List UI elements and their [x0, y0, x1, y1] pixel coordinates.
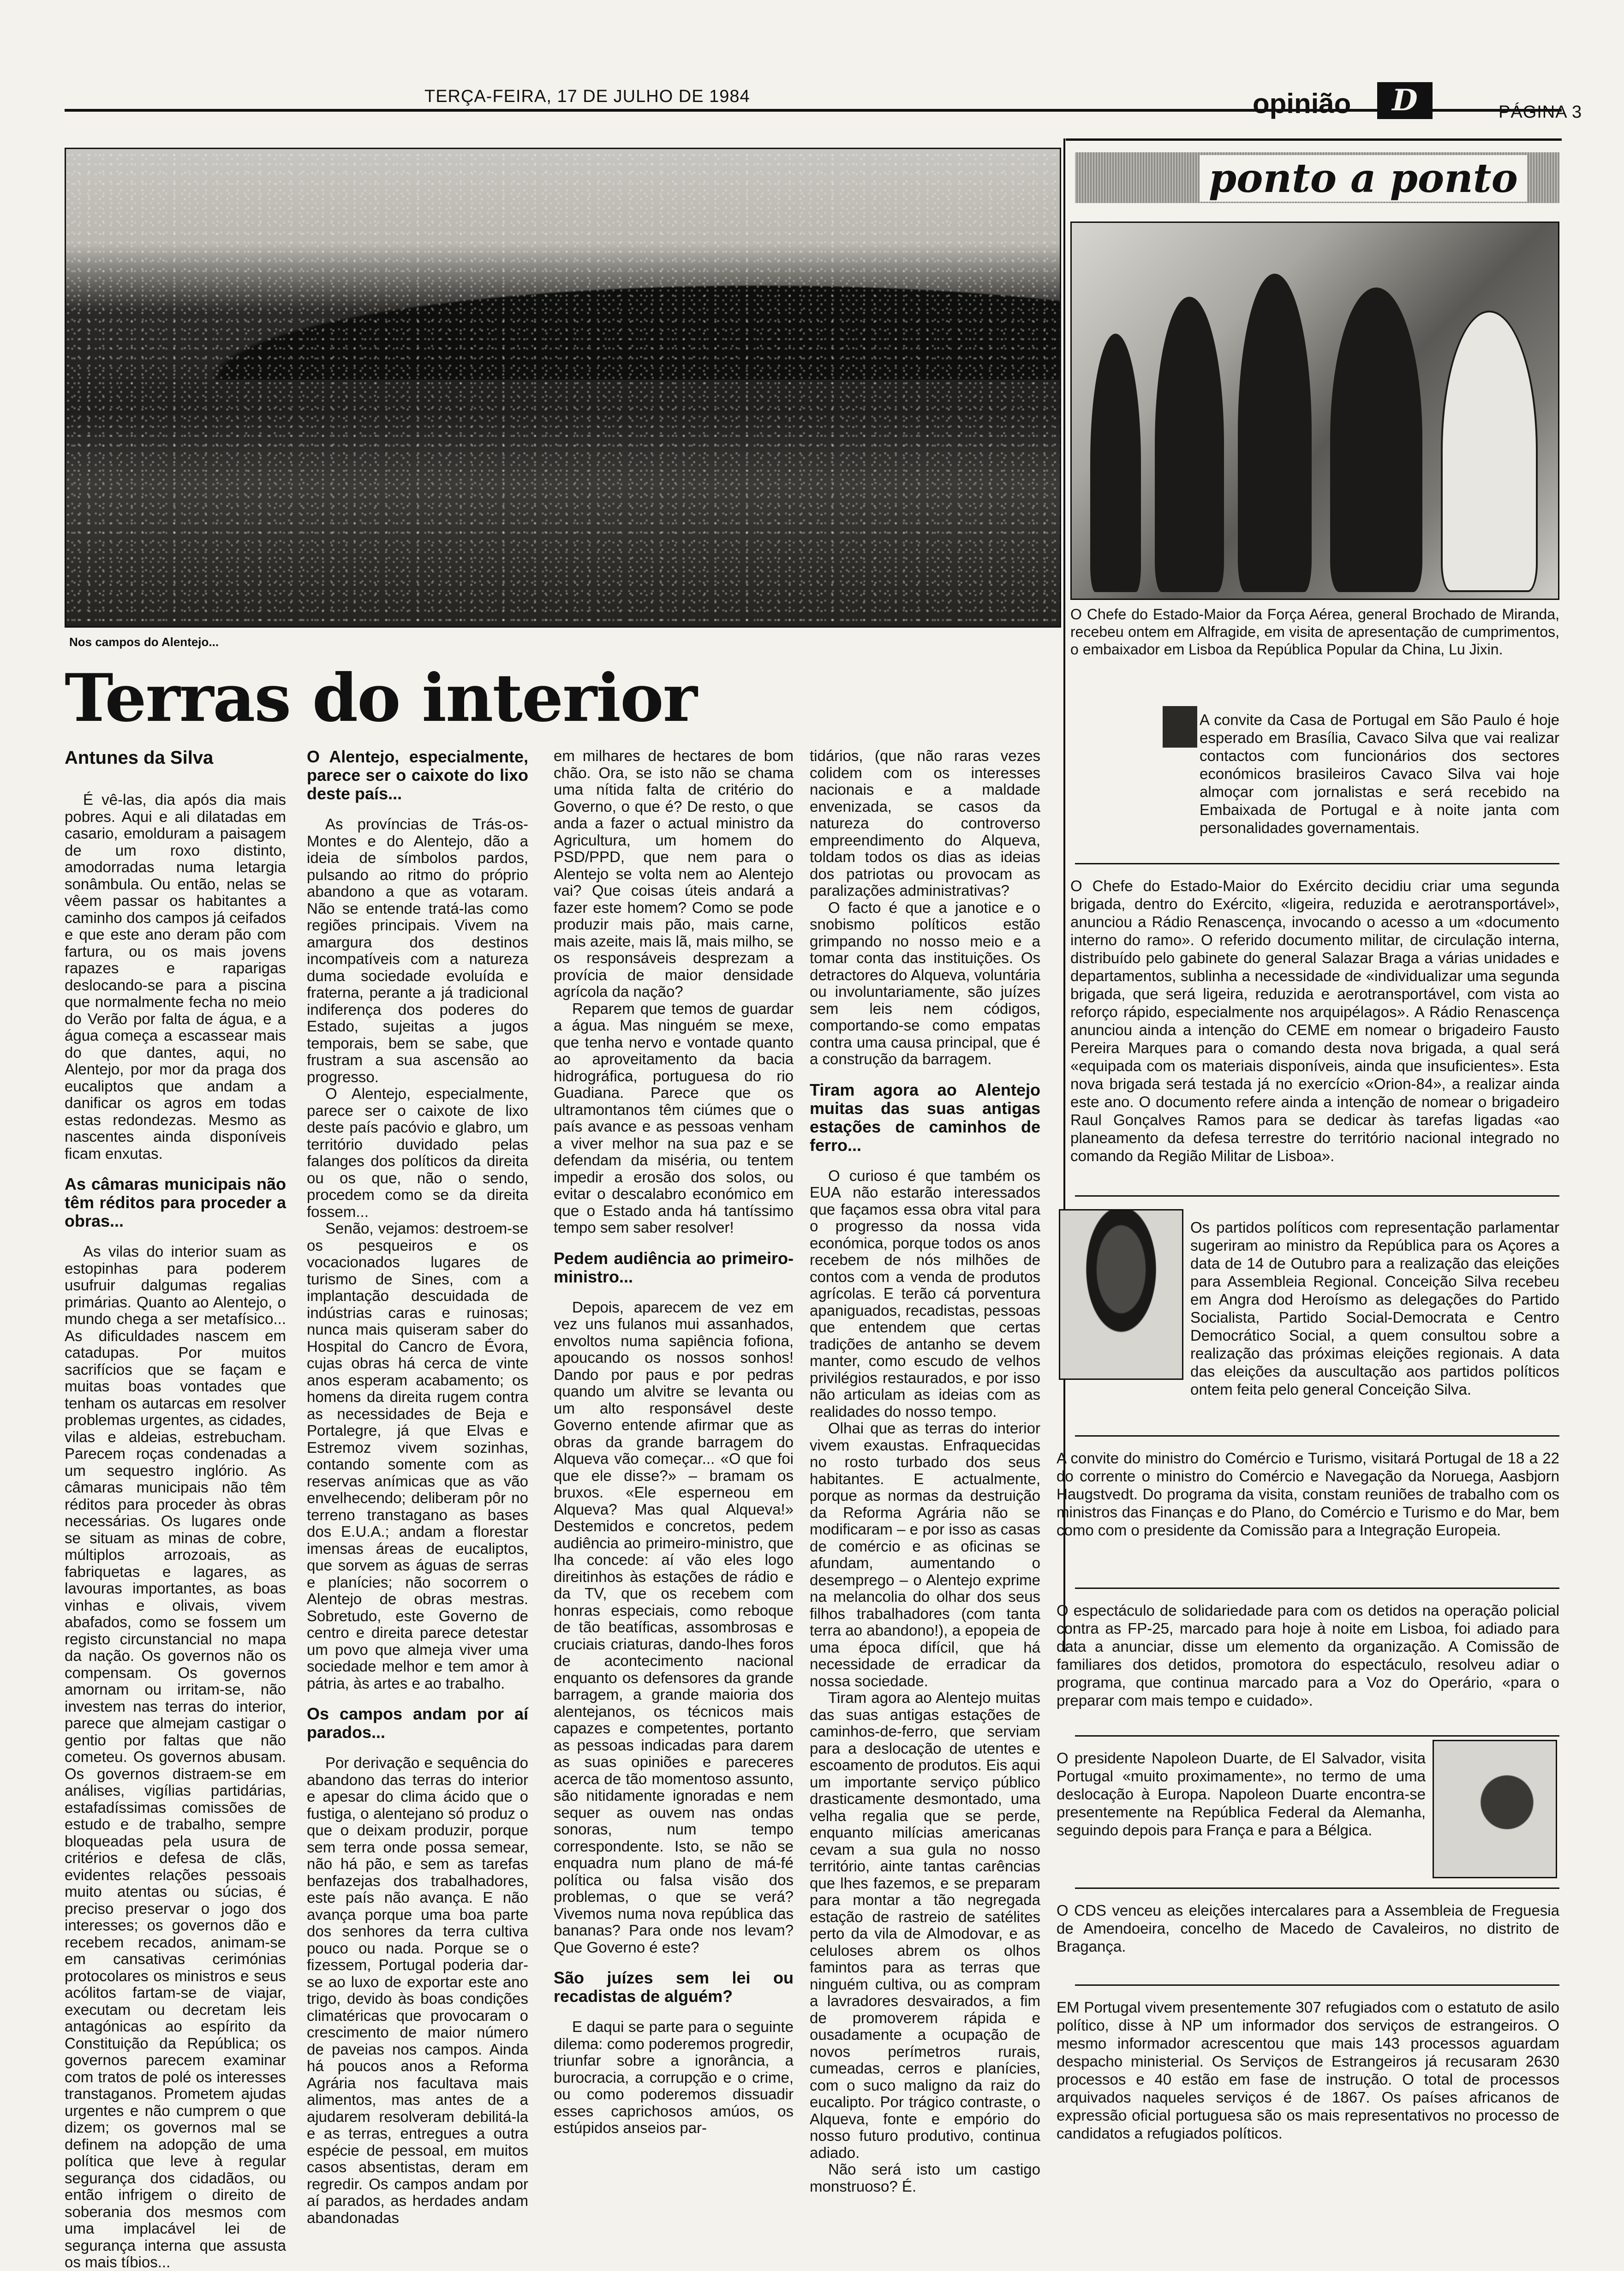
brief-espectaculo-solidariedade: O espectáculo de solidariedade para com os detidos na operação policial contra as FP-25, marcado para hoje à noite em Lisboa, foi adiado para data a anunciar, disse um elemento da organização. A Comissão de familiares dos detidos, promotora do espectáculo, resolveu adiar o programa, que continua marcado para a Voz do Operário, «para o preparar com mais tempo e cuidado». — [1057, 1602, 1559, 1709]
subheading: São juízes sem lei ou recadistas de alguém? — [554, 1968, 794, 2006]
issue-date: TERÇA-FEIRA, 17 DE JULHO DE 1984 — [424, 87, 750, 106]
ponto-top-rule — [1066, 138, 1562, 141]
paragraph: O Alentejo, especialmente, parece ser o caixote de lixo deste país pacóvio e glabro, um território duvidado pelas falanges dos políticos da direita ou os que, não o sendo, procedem como se da direita fossem... — [307, 1085, 528, 1220]
page-number: PÁGINA 3 — [1499, 102, 1582, 122]
brief-refugiados: EM Portugal vivem presentemente 307 refugiados com o estatuto de asilo político, disse à NP um informador dos serviços de estrangeiros. O mesmo informador acrescentou que mais 143 processos aguardam despacho ministerial. Os Serviços de Estrangeiros já recusaram 2630 processos e 40 estão em fase de instrução. O total de processos arquivados naqueles serviços é de 1867. Os países africanos de expressão oficial portuguesa são os mais representativos no processo de candidatos a refugiados políticos. — [1057, 1999, 1559, 2142]
subheading: Os campos andam por aí parados... — [307, 1704, 528, 1742]
paragraph: Senão, vejamos: destroem-se os pesqueiros e os vocacionados lugares de turismo de Sines, com a implantação descuidada de indústrias caras e ruinosas; nunca mais quiseram saber do Hospital do Cancro de Évora, cujas obras há cerca de vinte anos esperam acabamento; os homens da direita rugem contra as necessidades de Beja e Portalegre, já que Elvas e Estremoz vivem sozinhas, contando somente com as reservas anímicas que as vão envelhecendo; deliberam pôr no terreno transtagano as bases dos E.U.A.; andam a florestar imensas áreas de eucaliptos, que sorvem as águas de serras e planícies; não socorrem o Alentejo de obras mestras. Sobretudo, este Governo de centro e direita parece detestar um povo que almeja viver uma sociedade melhor e tem amor à pátria, às artes e ao trabalho. — [307, 1220, 528, 1692]
article-column-4 — [810, 748, 1040, 2195]
paragraph: As vilas do interior suam as estopinhas para poderem usufruir dalgumas regalias primárias. Quanto ao Alentejo, o mundo chega a ser metafísico... As dificuldades nascem em catadupas. Por muitos sacrifícios que se façam e muitas boas vontades que tenham os autarcas em resolver problemas urgentes, as cidades, vilas e aldeias, estrebucham. Parecem roças condenadas a um sequestro inglório. As câmaras municipais não têm réditos para proceder às obras necessárias. Os lugares onde se situam as minas de cobre, múltiplos arrozoais, as fabriquetas e lagares, as lavouras importantes, as boas vinhas e olivais, vivem abafados, como se fossem um registo circunstancial no mapa da nação. Os governos não os compensam. Os governos amornam ou irritam-se, não investem nas terras do interior, parece que almejam castigar o gentio por faltas que não cometeu. Os governos abusam. Os governos distraem-se em análises, vigílias partidárias, estafadíssimas comissões de estudo e de trabalho, sempre bloqueadas pela usura de critérios e defesa de clãs, evidentes relações pessoais muito atentas ou súcias, é preciso preservar o jogo dos interesses; os governos dão e recebem recados, animam-se em cansativas cerimónias protocolares os ministros e seus acólitos fartam-se de viajar, executam ou decretam leis antagónicas ao espírito da Constituição da República; os governos parecem examinar com tratos de polé os interesses transtaganos. Prometem ajudas urgentes e não cumprem o que dizem; os governos mal se definem na adopção de uma política que leve à regular segurança dos cidadãos, ou então infrigem o direito de soberania dos mesmos com uma implacável lei de segurança interna que assusta os mais tíbios... — [65, 1243, 286, 2271]
paragraph: O curioso é que também os EUA não estarão interessados que façamos essa obra vital para o progresso da nossa vida económica, porque todos os anos recebem de nós milhões de contos com a venda de produtos agrícolas. E terão cá porventura apaniguados, recadistas, pessoas que entendem que certas tradições de antanho se devem manter, como escudo de velhos privilégios restaurados, e por isso não articulam as ideias com as realidades do nosso tempo. — [810, 1167, 1040, 1420]
paragraph: em milhares de hectares de bom chão. Ora, se isto não se chama uma nítida falta de critério do Governo, o que é? De resto, o que anda a fazer o actual ministro da Agricultura, um homem do PSD/PPD, que nem para o Alentejo se volta nem ao Alentejo vai? Que coisas úteis andará a fazer este homem? Como se pode produzir mais pão, mais carne, mais azeite, mais lã, mais milho, se os responsáveis desprezam a provícia de maior densidade agrícola da nação? — [554, 747, 794, 1000]
cavaco-silva-thumb-photo — [1163, 706, 1197, 748]
brief-napoleon-duarte: O presidente Napoleon Duarte, de El Salvador, visita Portugal «muito proximamente», no termo de uma deslocação à Europa. Napoleon Duarte encontra-se presentemente na República Federal da Alemanha, seguindo depois para França e para a Bélgica. — [1057, 1750, 1426, 1839]
brief-divider — [1075, 1195, 1559, 1197]
paragraph: Reparem que temos de guardar a água. Mas ninguém se mexe, que tenha nervo e vontade quanto ao aproveitamento da bacia hidrográfica, portuguesa do rio Guadiana. Parece que os ultramontanos têm ciúmes que o país avance e as pessoas venham a viver melhor na sua paz e se defendam da miséria, ou tentem impedir a erosão dos solos, ou evitar o descalabro económico em que o Estado anda há tantíssimo tempo sem saber resolver! — [554, 1000, 794, 1236]
brief-divider — [1075, 1735, 1559, 1737]
photo-caption: Nos campos do Alentejo... — [69, 635, 219, 649]
brief-divider — [1075, 863, 1559, 864]
paragraph: Por derivação e sequência do abandono das terras do interior e apesar do clima ácido que o fustiga, o alentejano só produz o que o deixam produzir, porque sem terra onde possa semear, não há pão, e sem as tarefas benfazejas dos trabalhadores, este país não avança. E não avança porque uma boa parte dos senhores da terra cultiva pouco ou nada. Porque se o fizessem, Portugal poderia dar-se ao luxo de exportar este ano trigo, devido às boas condições climatéricas que provocaram o crescimento de maior número de paveias nos campos. Ainda há poucos anos a Reforma Agrária nos facultava mais alimentos, mas antes de a ajudarem resolveram debilitá-la e as terras, entregues a outra espécie de pessoal, em muitos casos absentistas, deram em regredir. Os campos andam por aí parados, as herdades andam abandonadas — [307, 1754, 528, 2226]
brief-ministro-noruega: A convite do ministro do Comércio e Turismo, visitará Portugal de 18 a 22 do corrente o ministro do Comércio e Navegação da Noruega, Aasbjorn Haugstvedt. Do programa da visita, constam reuniões de trabalho com os ministros das Finanças e do Plano, do Comércio e Turismo e do Mar, bem como com o presidente da Comissão para a Integração Europeia. — [1057, 1450, 1559, 1539]
conceicao-silva-portrait — [1059, 1209, 1183, 1380]
paragraph: Tiram agora ao Alentejo muitas das suas antigas estações de caminhos-de-ferro, que serviam para a deslocação de utentes e escoamento de produtos. Eis aqui um importante serviço público drasticamente desmontado, uma velha regalia que se perde, enquanto milícias americanas cevam a sua gula no nosso território, ainte tantas carências que lhes fazemos, e se preparam para montar a tão negregada estação de rastreio de satélites perto da vila de Almodovar, e as celuloses abrem os olhos famintos para as terras que ninguém cultiva, ou as compram a lavradores desvairados, a fim de promoverem rápida e ousadamente a ocupação de novos perímetros rurais, cumeadas, cerros e planícies, com o suco maligno da raiz do eucalipto. Por trágico contraste, o Alqueva, fonte e empório do nosso futuro produtivo, continua adiado. — [810, 1689, 1040, 2161]
paragraph: Não será isto um castigo monstruoso? É. — [810, 2161, 1040, 2195]
brief-cds-amendoeira: O CDS venceu as eleições intercalares para a Assembleia de Freguesia de Amendoeira, concelho de Macedo de Cavaleiros, no distrito de Bragança. — [1057, 1902, 1559, 1955]
article-headline: Terras do interior — [65, 660, 697, 737]
ponto-divider — [1063, 138, 1065, 1652]
article-column-2 — [307, 748, 528, 2226]
meeting-photo-caption: O Chefe do Estado-Maior da Força Aérea, general Brochado de Miranda, recebeu ontem em Alfragide, em visita de apresentação de cumprimentos, o embaixador em Lisboa da República Popular da China, Lu Jixin. — [1070, 606, 1559, 658]
section-title: opinião — [1253, 88, 1351, 119]
subheading: Tiram agora ao Alentejo muitas das suas antigas estações de caminhos de ferro... — [810, 1080, 1040, 1155]
paragraph: tidários, (que não raras vezes colidem com os interesses nacionais e a maldade envenizada, se casos da natureza do controverso empreendimento do Alqueva, toldam todos os dias as ideias dos patriotas ou provocam as paralizações administrativas? — [810, 747, 1040, 899]
paragraph: É vê-las, dia após dia mais pobres. Aqui e ali dilatadas em casario, emolduram a paisagem de um roxo distinto, amodorradas numa letargia sonâmbula. Ou então, nelas se vêem passar os habitantes a caminho dos campos já ceifados e que este ano deram pão com fartura, ou os mais jovens rapazes e raparigas deslocando-se para a piscina que normalmente fecha no meio do Verão por falta de água, e a água começa a escassear mais do que dantes, aqui, no Alentejo, por mor da praga dos eucaliptos que andam a danificar os agros em todas estas redondezas. Mesmo as nascentes ainda disponíveis ficam enxutas. — [65, 791, 286, 1162]
brief-eleicoes-acores: Os partidos políticos com representação parlamentar sugeriram ao ministro da República para os Açores a data de 14 de Outubro para a realização das eleições para Assembleia Regional. Conceição Silva recebeu em Angra dod Heroísmo as delegações do Partido Socialista, Partido Social-Democrata e Centro Democrático Social, a quem consultou sobre a realização das próximas eleições regionais. A data das eleições da auscultação aos partidos políticos ontem feita pelo general Conceição Silva. — [1190, 1219, 1559, 1398]
subheading: Pedem audiência ao primeiro-ministro... — [554, 1248, 794, 1286]
paragraph: As províncias de Trás-os-Montes e do Alentejo, dão a ideia de símbolos pardos, pulsando ao ritmo do próprio abandono a que as votaram. Não se entende tratá-las como regiões principais. Vivem na amargura dos destinos incompatíveis com a natureza duma sociedade evoluída e fraterna, perante a já tradicional indiferença dos poderes do Estado, sujeitas a jugos temporais, bem se sabe, que frustram a sua ascensão ao progresso. — [307, 815, 528, 1085]
brief-divider — [1075, 1984, 1559, 1986]
paragraph: O facto é que a janotice e o snobismo políticos estão grimpando no nosso meio e a tomar conta das instituições. Os detractores do Alqueva, voluntária ou involuntariamente, são juízes sem leis nem códigos, comportando-se como empatas contra uma causa principal, que é a construção da barragem. — [810, 899, 1040, 1067]
napoleon-duarte-portrait — [1433, 1740, 1557, 1878]
brief-segunda-brigada: O Chefe do Estado-Maior do Exército decidiu criar uma segunda brigada, dentro do Exército, «ligeira, reduzida e aerotransportável», anunciou a Rádio Renascença, invocando o acesso a um «documento interno do ramo». O referido documento militar, de circulação interna, distribuído pelo gabinete do general Salazar Braga a várias unidades e departamentos, sublinha a necessidade de «individualizar uma segunda brigada, que será ligeira, reduzida e aerotransportável, com vista ao reforço rápido, especialmente nos arquipélagos». A Rádio Renascença anunciou ainda a intenção do CEME em nomear o brigadeiro Fausto Pereira Marques para o comando desta nova brigada, a qual será «equipada com os materiais disponíveis, ainda que insuficientes». Esta nova brigada será testada já no exercício «Orion-84», a realizar ainda este ano. O documento refere ainda a intenção de nomear o brigadeiro Raul Gonçalves Ramos para se dedicar às tarefas ligadas «ao planeamento da defesa terrestre do território nacional integrado no comando da Região Militar de Lisboa». — [1070, 877, 1559, 1164]
ponto-a-ponto-title: ponto a ponto — [1200, 155, 1527, 202]
brief-divider — [1075, 1588, 1559, 1589]
paragraph: Depois, aparecem de vez em vez uns fulanos mui assanhados, envoltos numa sapiência fofiona, apoucando os nossos sonhos! Dando por paus e por pedras quando um alvitre se levanta ou um alto responsável deste Governo entende afirmar que as obras da grande barragem do Alqueva vão começar... «O que foi que ele disse?» – bramam os bruxos. «Ele esperneou em Alqueva? Mas qual Alqueva!» Destemidos e concretos, pedem audiência ao primeiro-ministro, que lha concede: aí vão eles logo direitinhos às estações de rádio e da TV, que os recebem com honras especiais, como reboque de tão beatíficas, assombrosas e cruciais criaturas, dando-lhes foros de acontecimento nacional enquanto os defensores da grande barragem, a grande maioria dos alentejanos, os técnicos mais capazes e competentes, portanto as pessoas indicadas para darem as suas opiniões e pareceres acerca de tão momentoso assunto, são nitidamente ignoradas e nem sequer as ouvem nas ondas sonoras, num tempo correspondente. Isto, se não se enquadra num plano de má-fé política ou falsa visão dos problemas, o que se verá? Vivemos numa nova república das bananas? Para onde nos levam? Que Governo é este? — [554, 1298, 794, 1956]
subheading: As câmaras municipais não têm réditos para proceder a obras... — [65, 1174, 286, 1230]
paragraph: E daqui se parte para o seguinte dilema: como poderemos progredir, triunfar sobre a ignorância, a burocracia, a corrupção e o crime, ou como poderemos dissuadir esses caprichosos amúos, os estúpidos anseios par- — [554, 2018, 794, 2136]
subheading: O Alentejo, especialmente, parece ser o caixote do lixo deste país... — [307, 747, 528, 803]
article-byline: Antunes da Silva — [65, 748, 214, 768]
brief-cavaco-silva: A convite da Casa de Portugal em São Paulo é hoje esperado em Brasília, Cavaco Silva que vai realizar contactos com funcionários dos sectores económicos brasileiros Cavaco Silva vai hoje almoçar com jornalistas e será recebido na Embaixada de Portugal e à noite janta com personalidades governamentais. — [1200, 711, 1559, 836]
brief-divider — [1075, 1435, 1559, 1437]
paragraph: Olhai que as terras do interior vivem exaustas. Enfraquecidas no rosto turbado dos seus habitantes. E actualmente, porque as normas da destruição da Reforma Agrária não se modificaram – e por isso as casas de comércio e as oficinas se afundam, aumentando o desemprego – o Alentejo exprime na melancolia do olhar dos seus filhos trabalhadores (com tanta terra ao abandono!), a epopeia de uma época difícil, que há necessidade de erradicar da nossa sociedade. — [810, 1420, 1040, 1690]
meeting-photo — [1070, 222, 1559, 600]
article-column-3 — [554, 748, 794, 2137]
article-column-1 — [65, 791, 286, 2271]
alentejo-landscape-photo — [65, 148, 1061, 628]
ponto-a-ponto-banner — [1075, 152, 1559, 203]
brief-divider — [1075, 1888, 1559, 1889]
newspaper-logo: D — [1377, 82, 1433, 119]
